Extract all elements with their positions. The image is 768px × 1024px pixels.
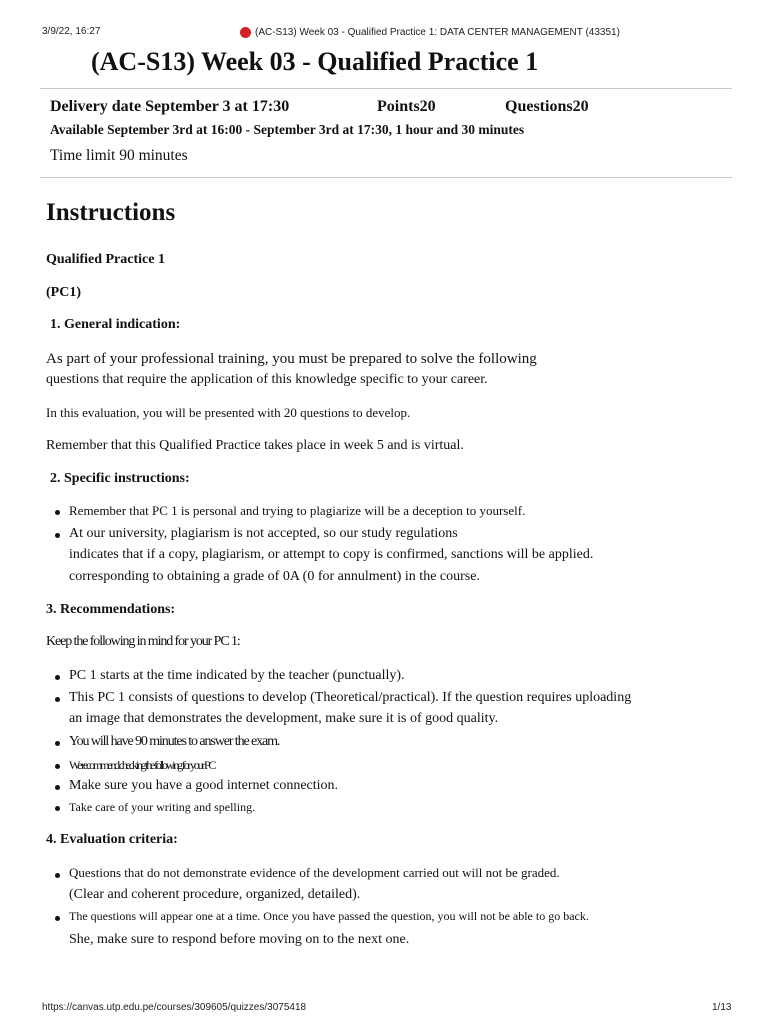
bullet-icon	[55, 533, 60, 538]
specific-instructions-heading: 2. Specific instructions:	[50, 471, 190, 486]
print-page-title-text: (AC-S13) Week 03 - Qualified Practice 1: DATA CENTER MANAGEMENT (43351)	[255, 27, 620, 38]
bullet-icon	[55, 806, 60, 811]
recommendation-item-4: We recommend checking the following for your PC	[69, 758, 215, 772]
specific-item-1: Remember that PC 1 is personal and trying to plagiarize will be a deception to yourself.	[69, 503, 526, 518]
print-url: https://canvas.utp.edu.pe/courses/309605/quizzes/3075418	[42, 1002, 307, 1013]
specific-item-2-line-3: corresponding to obtaining a grade of 0A (0 for annulment) in the course.	[69, 569, 480, 584]
bullet-icon	[55, 873, 60, 878]
general-indication-heading: 1. General indication:	[50, 317, 181, 332]
title-divider	[40, 88, 732, 89]
bullet-icon	[55, 916, 60, 921]
bullet-icon	[55, 510, 60, 515]
quiz-title: (AC-S13) Week 03 - Qualified Practice 1	[91, 47, 539, 76]
quiz-meta-row	[50, 98, 740, 120]
time-limit: Time limit 90 minutes	[50, 147, 188, 164]
bullet-icon	[55, 697, 60, 702]
evaluation-item-1: Questions that do not demonstrate evidence of the development carried out will not be graded.	[69, 865, 560, 880]
delivery-date: Delivery date September 3 at 17:30	[50, 98, 290, 115]
specific-item-2-line-2: indicates that if a copy, plagiarism, or attempt to copy is confirmed, sanctions will be applied.	[69, 547, 594, 562]
recommendations-intro: Keep the following in mind for your PC 1:	[46, 634, 240, 649]
specific-item-2: At our university, plagiarism is not accepted, so our study regulations	[69, 526, 458, 541]
questions-count: Questions20	[505, 98, 589, 115]
bullet-icon	[55, 785, 60, 790]
practice-subtitle: Qualified Practice 1	[46, 252, 165, 267]
evaluation-item-2: The questions will appear one at a time. Once you have passed the question, you will not be able to go back.	[69, 909, 589, 923]
print-date: 3/9/22, 16:27	[42, 26, 101, 37]
recommendation-item-5: Make sure you have a good internet connection.	[69, 778, 339, 793]
practice-code: (PC1)	[46, 285, 81, 300]
points: Points20	[377, 98, 436, 115]
evaluation-criteria-heading: 4. Evaluation criteria:	[46, 832, 178, 847]
print-page-number: 1/13	[712, 1002, 732, 1013]
recommendations-heading: 3. Recommendations:	[46, 602, 176, 617]
meta-divider	[40, 177, 732, 178]
general-paragraph-line-1: As part of your professional training, you must be prepared to solve the following	[46, 351, 537, 367]
evaluation-item-1-line-2: (Clear and coherent procedure, organized, detailed).	[69, 887, 361, 902]
recommendation-item-2-line-2: an image that demonstrates the development, make sure it is of good quality.	[69, 711, 499, 726]
canvas-favicon-icon	[240, 27, 251, 38]
general-paragraph-2: In this evaluation, you will be presented with 20 questions to develop.	[46, 405, 411, 420]
bullet-icon	[55, 675, 60, 680]
print-footer	[0, 1002, 768, 1016]
general-paragraph-3: Remember that this Qualified Practice takes place in week 5 and is virtual.	[46, 438, 464, 453]
evaluation-item-2-line-2: She, make sure to respond before moving on to the next one.	[69, 932, 410, 947]
recommendation-item-1: PC 1 starts at the time indicated by the teacher (punctually).	[69, 668, 405, 683]
availability-window: Available September 3rd at 16:00 - September 3rd at 17:30, 1 hour and 30 minutes	[50, 122, 525, 137]
instructions-heading: Instructions	[46, 199, 176, 226]
bullet-icon	[55, 764, 60, 769]
print-page-title	[240, 27, 620, 38]
recommendation-item-2: This PC 1 consists of questions to develop (Theoretical/practical). If the question requires uploading	[69, 690, 632, 705]
bullet-icon	[55, 741, 60, 746]
recommendation-item-3: You will have 90 minutes to answer the exam.	[69, 734, 280, 749]
recommendation-item-6: Take care of your writing and spelling.	[69, 800, 256, 814]
general-paragraph-line-2: questions that require the application of this knowledge specific to your career.	[46, 372, 488, 387]
print-header	[0, 26, 768, 40]
